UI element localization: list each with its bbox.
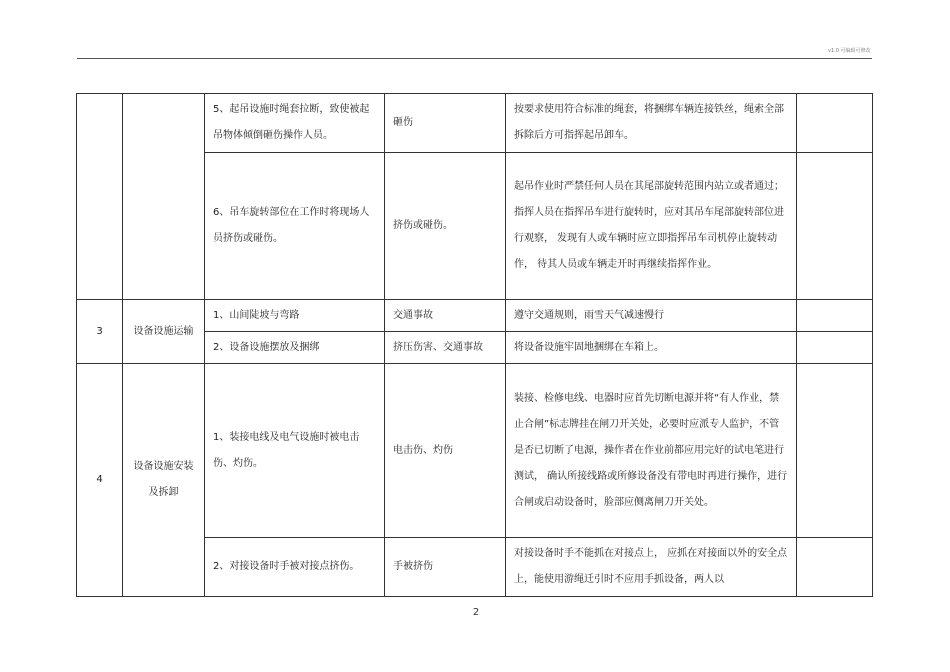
hazard-cell: 1、山间陡坡与弯路	[205, 300, 385, 332]
hazard-cell: 2、对接设备时手被对接点挤伤。	[205, 538, 385, 597]
page-number: 2	[472, 607, 480, 618]
table-row	[77, 94, 873, 153]
row-number-cell: 4	[77, 364, 123, 597]
injury-cell: 手被挤伤	[385, 538, 506, 597]
remark-cell	[797, 538, 873, 597]
header-version-note: v1.0 可编辑可修改	[828, 48, 871, 54]
table-row	[77, 300, 873, 332]
header-rule	[77, 58, 872, 59]
risk-table	[76, 93, 873, 597]
measure-cell: 起吊作业时严禁任何人员在其尾部旋转范围内站立或者通过；指挥人员在指挥吊车进行旋转时，应对其吊车尾部旋转部位进行观察， 发现有人或车辆时应立即指挥吊车司机停止旋转动作， 待其人员或车辆走开时再继续指挥作业。	[506, 153, 797, 300]
remark-cell	[797, 300, 873, 332]
hazard-cell: 1、装接电线及电气设施时被电击伤、灼伤。	[205, 364, 385, 538]
injury-cell: 交通事故	[385, 300, 506, 332]
injury-cell: 砸伤	[385, 94, 506, 153]
injury-cell: 挤压伤害、交通事故	[385, 332, 506, 364]
hazard-cell: 5、起吊设施时绳套拉断，致使被起吊物体倾倒砸伤操作人员。	[205, 94, 385, 153]
row-number-cell	[77, 94, 123, 300]
measure-cell: 对接设备时手不能抓在对接点上， 应抓在对接面以外的安全点上，能使用游绳迁引时不应用手抓设备，两人以	[506, 538, 797, 597]
category-cell: 设备设施运输	[123, 300, 205, 364]
remark-cell	[797, 364, 873, 538]
category-cell	[123, 94, 205, 300]
remark-cell	[797, 94, 873, 153]
table-row	[77, 364, 873, 538]
measure-cell: 遵守交通规则，雨雪天气减速慢行	[506, 300, 797, 332]
remark-cell	[797, 153, 873, 300]
hazard-cell: 6、吊车旋转部位在工作时将现场人员挤伤或碰伤。	[205, 153, 385, 300]
injury-cell: 电击伤、灼伤	[385, 364, 506, 538]
hazard-cell: 2、设备设施摆放及捆绑	[205, 332, 385, 364]
measure-cell: 按要求使用符合标准的绳套，将捆绑车辆连接铁丝，绳索全部拆除后方可指挥起吊卸车。	[506, 94, 797, 153]
remark-cell	[797, 332, 873, 364]
measure-cell: 将设备设施牢固地捆绑在车箱上。	[506, 332, 797, 364]
category-cell: 设备设施安装及拆卸	[123, 364, 205, 597]
measure-cell: 装接、检修电线、电器时应首先切断电源并将“有人作业，禁止合闸”标志牌挂在闸刀开关处，必要时应派专人监护，不管是否已切断了电源，操作者在作业前都应用完好的试电笔进行测试， 确认所接线路或所修设备没有带电时再进行操作，进行合闸或启动设备时，脸部应侧离闸刀开关处。	[506, 364, 797, 538]
row-number-cell: 3	[77, 300, 123, 364]
injury-cell: 挤伤或碰伤。	[385, 153, 506, 300]
